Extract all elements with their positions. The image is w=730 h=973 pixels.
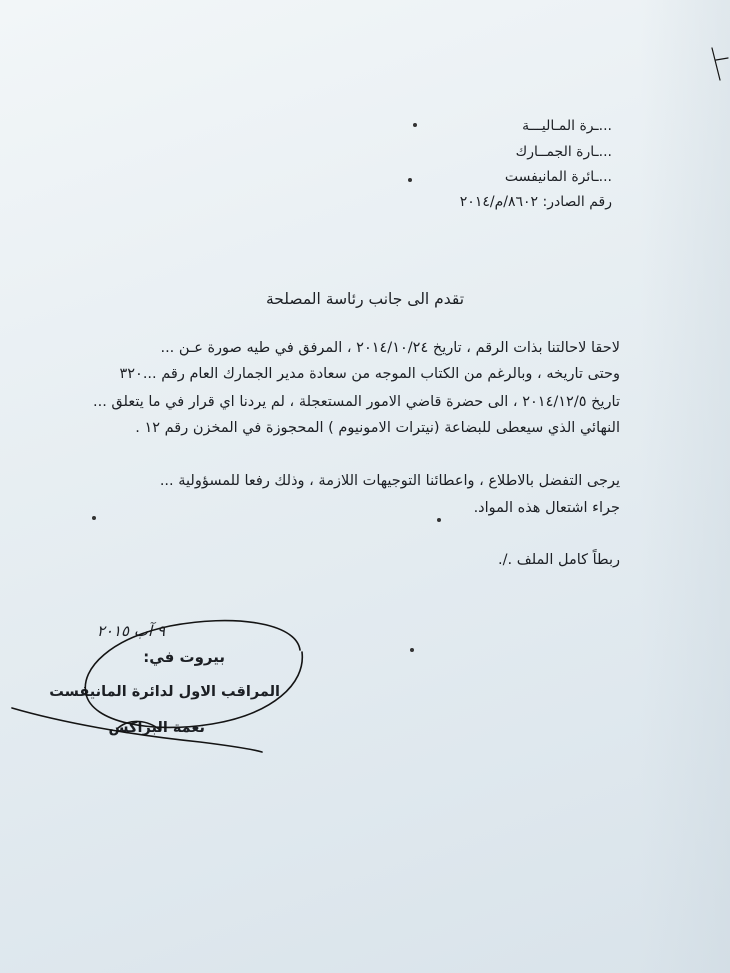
body-line-4: النهائي الذي سيعطى للبضاعة (نيترات الامونيوم ) المحجوزة في المخزن رقم ١٢ .: [135, 420, 620, 436]
body-line-6: جراء اشتعال هذه المواد.: [473, 500, 620, 516]
body-line-7: ربطاً كامل الملف ./.: [498, 552, 620, 568]
signature-title: المراقب الاول لدائرة المانيفست: [49, 684, 280, 700]
header-department: ...ـائرة المانيفست: [504, 169, 612, 185]
reference-label: رقم الصادر:: [542, 194, 612, 210]
letter-subject: تقدم الى جانب رئاسة المصلحة: [265, 290, 465, 308]
body-line-5: يرجى التفضل بالاطلاع ، واعطائنا التوجيهات اللازمة ، وذلك رفعا للمسؤولية ...: [159, 473, 620, 489]
signature-underline: [12, 708, 262, 752]
header-directorate: ...ـارة الجمــارك: [515, 144, 612, 160]
reference-number: ٨٦٠٢/م/٢٠١٤: [459, 194, 539, 210]
header-ministry: ...ـرة المـاليـــة: [522, 118, 612, 134]
signature-date: ٩ آب ٢٠١٥: [96, 622, 165, 640]
body-line-1: لاحقا لاحالتنا بذات الرقم ، تاريخ ٢٠١٤/١٠/٢٤ ، المرفق في طيه صورة عـن ...: [160, 340, 620, 356]
body-line-2: وحتى تاريخه ، وبالرغم من الكتاب الموجه من سعادة مدير الجمارك العام رقم ...٣٢٠: [119, 366, 620, 382]
body-line-3: تاريخ ٢٠١٤/١٢/٥ ، الى حضرة قاضي الامور المستعجلة ، لم يردنا اي قرار في ما يتعلق ...: [93, 394, 620, 410]
corner-tick: [712, 48, 728, 80]
signature-place: بيروت في:: [143, 648, 225, 666]
signature-oval: [85, 621, 302, 728]
signature-name: نعمة البراكس: [108, 720, 205, 736]
